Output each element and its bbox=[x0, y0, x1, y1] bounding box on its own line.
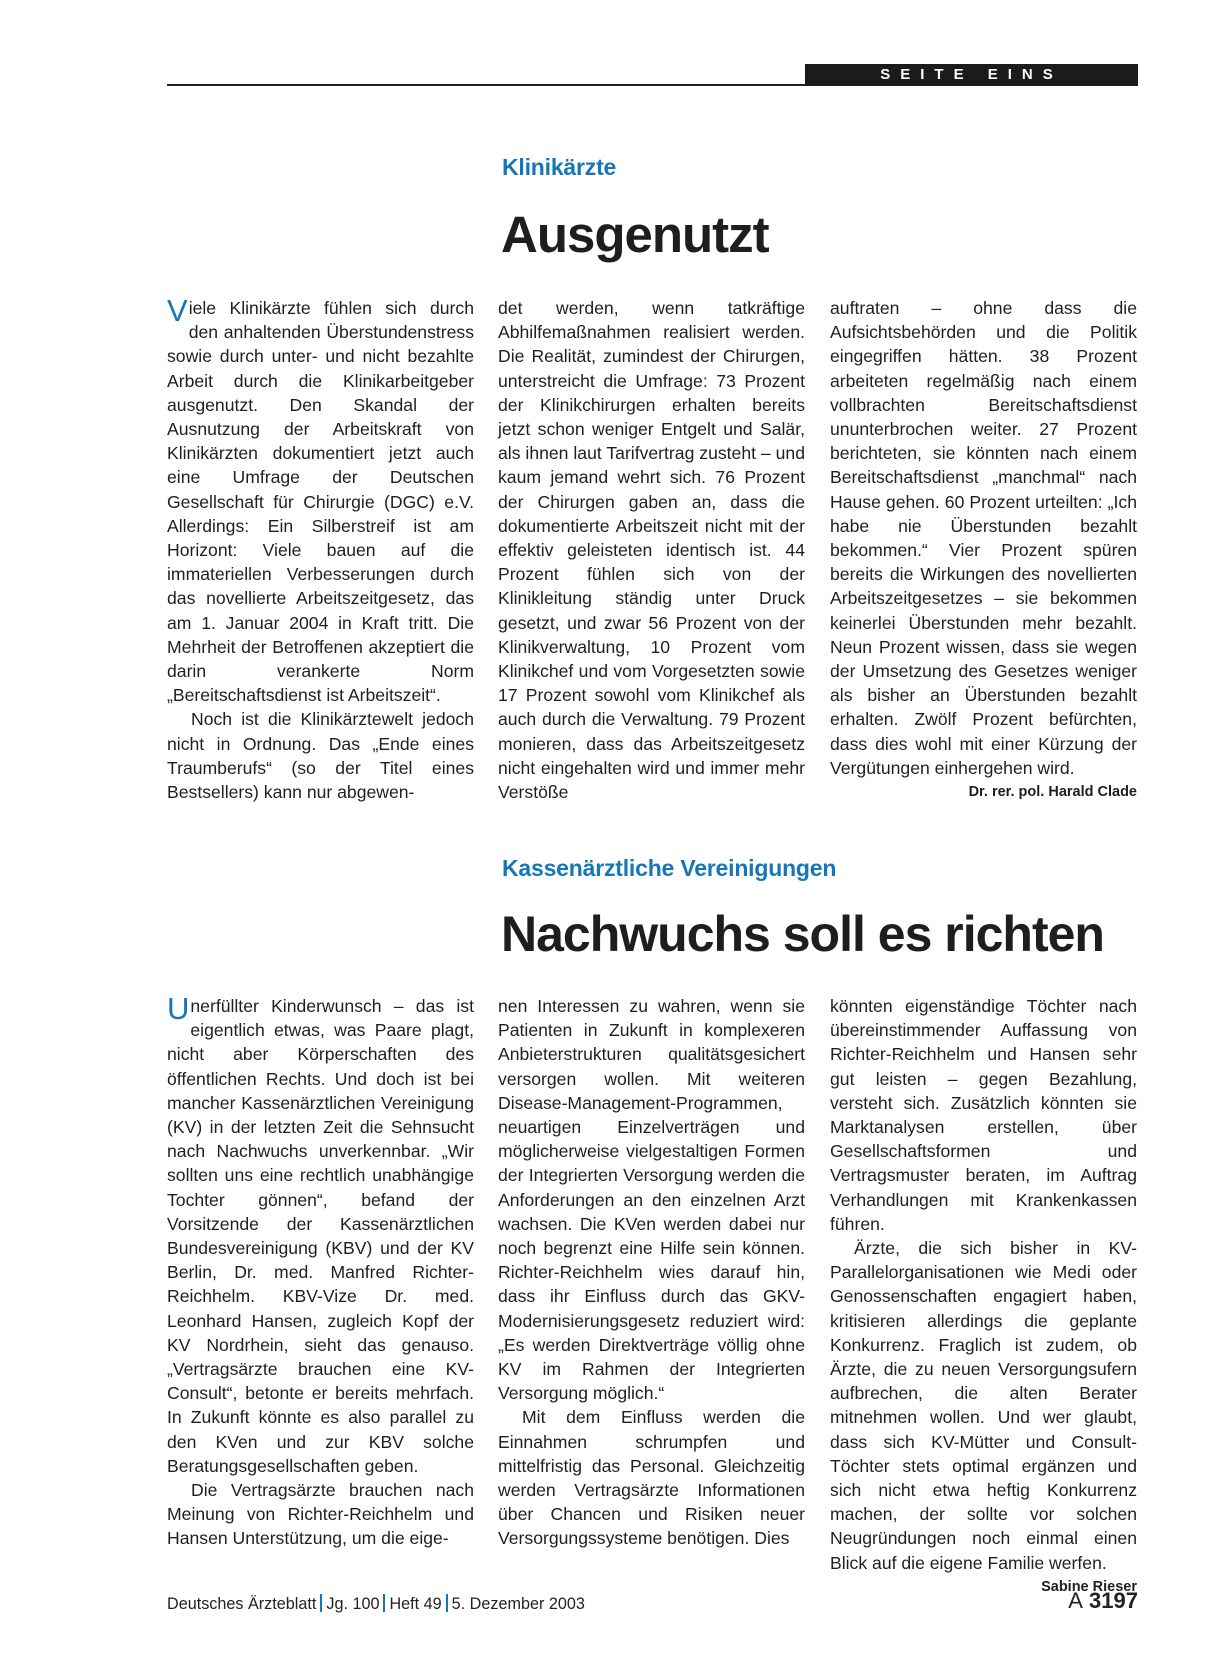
page-prefix: A bbox=[1068, 1588, 1083, 1613]
article2-author: Sabine Rieser bbox=[1041, 1578, 1137, 1595]
journal-name: Deutsches Ärzteblatt bbox=[167, 1595, 317, 1613]
article2-headline: Nachwuchs soll es richten bbox=[501, 906, 1104, 962]
footer-separator bbox=[320, 1594, 322, 1612]
article1-text: iele Klinikärzte fühlen sich durch den anhaltenden Überstundenstress sowie durch unter- und nicht bezahlte Arbeit durch die Klinikarbeitgeber ausgenutzt. Den Skandal der Ausnutzung der Arbeitskraft von Klinikärzten dokumentiert jetzt auch eine Umfrage der Deutschen Gesellschaft für Chirurgie (DGC) e.V. Allerdings: Ein Silberstreif ist am Horizont: Viele bauen auf die immateriellen Verbesserungen durch das novellierte Arbeitszeitgesetz, das am 1. Januar 2004 in Kraft tritt. Die Mehrheit der Betroffenen akzeptiert die darin verankerte Norm „Bereitschaftsdienst ist Arbeitszeit“. bbox=[167, 298, 474, 706]
article2-paragraph bbox=[167, 991, 474, 1478]
article2-paragraph: Die Vertragsärzte brauchen nach Meinung von Richter-Reichhelm und Hansen Unterstützung, um die eige- bbox=[167, 1480, 474, 1549]
journal-volume: Jg. 100 bbox=[326, 1595, 380, 1613]
article1-paragraph: det werden, wenn tatkräftige Abhilfemaßnahmen realisiert werden. Die Realität, zumindest der Chirurgen, unterstreicht die Umfrage: 73 Prozent der Klinikchirurgen erhalten bereits jetzt schon weniger Entgelt und Salär, als ihnen laut Tarifvertrag zusteht – und kaum jemand wehrt sich. 76 Prozent der Chirurgen gaben an, dass die dokumentierte Arbeitszeit nicht mit der effektiv geleisteten identisch ist. 44 Prozent fühlen sich von der Klinikleitung ständig unter Druck gesetzt, und zwar 56 Prozent von der Klinikverwaltung, 10 Prozent vom Klinikchef und vom Vorgesetzten sowie 17 Prozent sowohl vom Klinikchef als auch durch die Verwaltung. 79 Prozent monieren, dass das Arbeitszeitgesetz nicht eingehalten wird und immer mehr Verstöße bbox=[498, 298, 805, 803]
article2-text: Ärzte, die sich bisher in KV-Parallelorganisationen wie Medi oder Genossenschaften engagiert haben, kritisieren allerdings die geplante Konkurrenz. Fraglich ist zudem, ob Ärzte, die zu neuen Versorgungsufern aufbrechen, die alten Berater mitnehmen wollen. Und wer glaubt, dass sich KV-Mütter und Consult-Töchter stets optimal ergänzen und sich nicht etwa heftig Konkurrenz machen, der sollte vor solchen Neugründungen noch einmal einen Blick auf die eigene Familie werfen. bbox=[830, 1238, 1137, 1573]
article1-paragraph: Noch ist die Klinikärztewelt jedoch nicht in Ordnung. Das „Ende eines Traumberufs“ (so der Titel eines Bestsellers) kann nur abgewen- bbox=[167, 709, 474, 803]
article2-text: nerfüllter Kinderwunsch – das ist eigentlich etwas, was Paare plagt, nicht aber Körperschaften des öffentlichen Rechts. Und doch ist bei mancher Kassenärztlichen Vereinigung (KV) in der letzten Zeit die Sehnsucht nach Nachwuchs unverkennbar. „Wir sollten uns eine rechtlich unabhängige Tochter gönnen“, befand der Vorsitzende der Kassenärztlichen Bundesvereinigung (KBV) und der KV Berlin, Dr. med. Manfred Richter-Reichhelm. KBV-Vize Dr. med. Leonhard Hansen, zugleich Kopf der KV Nordrhein, sieht das genauso. „Vertragsärzte brauchen eine KV-Consult“, betonte er bereits mehrfach. In Zukunft könnte es also parallel zu den KVen und zur KBV solche Beratungsgesellschaften geben. bbox=[167, 996, 474, 1476]
article1-column-2 bbox=[498, 296, 805, 804]
drop-cap: V bbox=[167, 293, 188, 328]
article1-paragraph bbox=[167, 293, 474, 707]
page-number-value: 3197 bbox=[1089, 1588, 1138, 1613]
section-label: SEITE EINS bbox=[805, 64, 1138, 86]
page-footer bbox=[167, 1588, 1138, 1614]
article1-headline: Ausgenutzt bbox=[501, 206, 769, 263]
footer-separator bbox=[383, 1594, 385, 1612]
article1-text: auftraten – ohne dass die Aufsichtsbehörden und die Politik eingegriffen hätten. 38 Prozent arbeiteten regelmäßig nach einem vollbrachten Bereitschaftsdienst ununterbrochen weiter. 27 Prozent berichteten, sie könnten nach einem Bereitschaftsdienst „manchmal“ nach Hause gehen. 60 Prozent urteilten: „Ich habe nie Überstunden bezahlt bekommen.“ Vier Prozent spüren bereits die Wirkungen des novellierten Arbeitszeitgesetzes – sie bekommen keinerlei Überstunden mehr bezahlt. Neun Prozent wissen, dass sie wegen der Umsetzung des Gesetzes weniger als bisher an Überstunden bezahlt erhalten. Zwölf Prozent befürchten, dass dies wohl mit einer Kürzung der Vergütungen einhergehen wird. bbox=[830, 298, 1137, 778]
article1-kicker: Klinikärzte bbox=[502, 154, 617, 180]
article1-paragraph bbox=[830, 296, 1137, 801]
footer-separator bbox=[446, 1594, 448, 1612]
article1-column-1 bbox=[167, 293, 474, 804]
article2-column-1 bbox=[167, 991, 474, 1551]
journal-date: 5. Dezember 2003 bbox=[451, 1595, 585, 1613]
drop-cap: U bbox=[167, 991, 190, 1026]
article2-paragraph: nen Interessen zu wahren, wenn sie Patienten in Zukunft in komplexeren Anbieterstrukturen qualitätsgesichert versorgen wollen. Mit weiteren Disease-Management-Programmen, neuartigen Einzelverträgen und möglicherweise vielgestaltigen Formen der Integrierten Versorgung werden die Anforderungen an den einzelnen Arzt wachsen. Die KVen werden dabei nur noch begrenzt eine Hilfe sein können. Richter-Reichhelm wies darauf hin, dass ihr Einfluss durch das GKV-Modernisierungsgesetz reduziert wird: „Es werden Direktverträge völlig ohne KV im Rahmen der Integrierten Versorgung möglich.“ bbox=[498, 996, 805, 1404]
article1-column-3 bbox=[830, 296, 1137, 804]
article1-author: Dr. rer. pol. Harald Clade bbox=[968, 784, 1137, 801]
article2-column-3 bbox=[830, 994, 1137, 1599]
journal-issue: Heft 49 bbox=[389, 1595, 442, 1613]
page-number bbox=[1068, 1588, 1138, 1614]
article2-column-2 bbox=[498, 994, 805, 1551]
article2-paragraph: könnten eigenständige Töchter nach übereinstimmender Auffassung von Richter-Reichhelm und Hansen sehr gut leisten – gegen Bezahlung, versteht sich. Zusätzlich könnten sie Marktanalysen erstellen, über Gesellschaftsformen und Vertragsmuster beraten, im Auftrag Verhandlungen mit Krankenkassen führen. bbox=[830, 996, 1137, 1234]
article2-paragraph: Mit dem Einfluss werden die Einnahmen schrumpfen und mittelfristig das Personal. Gleichzeitig werden Vertragsärzte Informationen über Chancen und Risiken neuer Versorgungssysteme benötigen. Dies bbox=[498, 1407, 805, 1549]
header-rule bbox=[167, 84, 805, 86]
article2-kicker: Kassenärztliche Vereinigungen bbox=[502, 855, 837, 881]
article2-paragraph bbox=[830, 1236, 1137, 1595]
